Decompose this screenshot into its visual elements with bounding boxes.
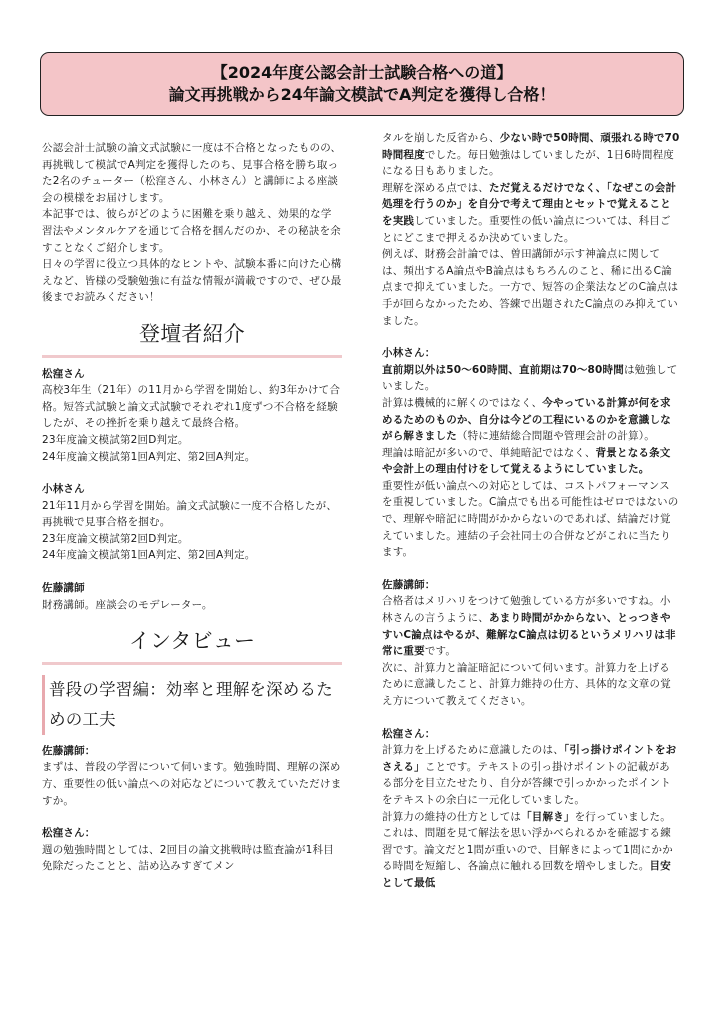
title-banner [40, 52, 684, 116]
dialog-text: 例えば、財務会計論では、曽田講師が示す神論点に関しては、頻出するA論点やB論点はもちろんのこと、稀に出るC論点まで抑えていました。一方で、短答の企業法などのC論点は手が回らなかったため、答練で出題されたC論点のみ抑えていました。 [382, 248, 679, 327]
speaker-bio: 23年度論文模試第2回D判定。 [42, 433, 189, 446]
dialog-speaker: 佐藤講師： [42, 744, 96, 757]
speaker-bio: 財務講師。座談会のモデレーター。 [42, 598, 213, 611]
dialog-text: 理解を深める点では、ただ覚えるだけでなく、「なぜこの会計処理を行うのか」を自分で考えて理由とセットで覚えることを実践していました。重要性の低い論点については、科目ごとにどこまで押えるか決めていました。 [382, 181, 677, 244]
intro-paragraph: 日々の学習に役立つ具体的なヒントや、試験本番に向けた心構えなど、皆様の受験勉強に有益な情報が満載ですので、ぜひ最後までお読みください！ [42, 258, 342, 304]
dialog-speaker: 松窪さん： [42, 827, 96, 840]
dialog-text: 週の勉強時間としては、2回目の論文挑戦時は監査論が1科目免除だったことと、詰め込みすぎてメン [42, 843, 334, 873]
intro-paragraph: 本記事では、彼らがどのように困難を乗り越え、効果的な学習法やメンタルケアを通じて合格を掴んだのか、その秘訣を余すことなくご紹介します。 [42, 208, 341, 254]
dialog-text: 計算力の維持の仕方としては「目解き」を行っていました。これは、問題を見て解法を思い浮かべられるかを確認する練習です。論文だと1問が重いので、目解きによって1問にかかる時間を短縮し、各論点に触れる回数を増やしました。目安として最低 [382, 810, 673, 889]
dialog-text: 次に、計算力と論証暗記について伺います。計算力を上げるために意識したこと、計算力維持の仕方、具体的な文章の覚え方について教えてください。 [382, 661, 671, 707]
speaker-name: 佐藤講師 [42, 582, 85, 595]
dialog-text: タルを崩した反省から、少ない時で50時間、頑張れる時で70時間程度でした。毎日勉強はしていましたが、1日6時間程度になる日もありました。 [382, 132, 680, 178]
right-column [382, 130, 680, 892]
speaker-bio: 21年11月から学習を開始。論文式試験に一度不合格したが、再挑戦で見事合格を掴む。 [42, 499, 338, 529]
section-heading-speakers: 登壇者紹介 [139, 321, 245, 346]
section-divider [42, 355, 342, 358]
intro-paragraph: 公認会計士試験の論文式試験に一度は不合格となったものの、再挑戦して模試でA判定を獲得したのち、見事合格を勝ち取った2名のチューター（松窪さん、小林さん）と講師による座談会の模様をお届けします。 [42, 142, 342, 204]
speaker-bio: 24年度論文模試第1回A判定、第2回A判定。 [42, 450, 256, 463]
dialog-text: 計算力を上げるために意識したのは、「引っ掛けポイントをおさえる」ことです。テキストの引っ掛けポイントの記載がある部分を目立たせたり、自分が答練で引っかかったポイントをテキストの余白に一元化していました。 [382, 744, 677, 806]
section-heading-interview: インタビュー [128, 629, 256, 654]
dialog-text: 合格者はメリハリをつけて勉強している方が多いですね。小林さんの言うように、あまり時間がかからない、とっつきやすいC論点はやるが、難解なC論点は切るというメリハリは非常に重要です。 [382, 595, 676, 658]
dialog-speaker: 小林さん： [382, 347, 436, 360]
subheading: 普段の学習編：効率と理解を深めるための工夫 [42, 675, 342, 735]
dialog-text: 直前期以外は50～60時間、直前期は70～80時間は勉強していました。 [382, 363, 678, 393]
speaker-bio: 23年度論文模試第2回D判定。 [42, 532, 189, 545]
dialog-text: 理論は暗記が多いので、単純暗記ではなく、背景となる条文や会計上の理由付けをして覚えるようにしていました。 [382, 446, 671, 476]
dialog-speaker: 松窪さん： [382, 727, 436, 740]
dialog-text: 重要性が低い論点への対応としては、コストパフォーマンスを重視していました。C論点でも出る可能性はゼロではないので、理解や暗記に時間がかからないのであれば、結論だけ覚えていました。連結の子会社同士の合併などがこれに当たります。 [382, 479, 679, 559]
dialog-text: 計算は機械的に解くのではなく、今やっている計算が何を求めるためのものか、自分は今どの工程にいるのかを意識しながら解きました（特に連結総合問題や管理会計の計算）。 [382, 396, 671, 443]
title-line-2: 論文再挑戦から24年論文模試でA判定を獲得し合格！ [168, 85, 556, 104]
speaker-bio: 24年度論文模試第1回A判定、第2回A判定。 [42, 549, 256, 562]
dialog-text: まずは、普段の学習について伺います。勉強時間、理解の深め方、重要性の低い論点への対応などについて教えていただけますか。 [42, 761, 342, 807]
speaker-bio: 高校3年生（21年）の11月から学習を開始し、約3年かけて合格。短答式試験と論文式試験でそれぞれ1度ずつ不合格を経験したが、その挫折を乗り越えて最終合格。 [42, 384, 341, 430]
left-column [42, 140, 342, 875]
speaker-name: 小林さん [42, 483, 85, 496]
dialog-speaker: 佐藤講師： [382, 578, 436, 591]
title-line-1: 【2024年度公認会計士試験合格への道】 [211, 63, 513, 82]
speaker-name: 松窪さん [42, 367, 85, 380]
section-divider [42, 662, 342, 665]
